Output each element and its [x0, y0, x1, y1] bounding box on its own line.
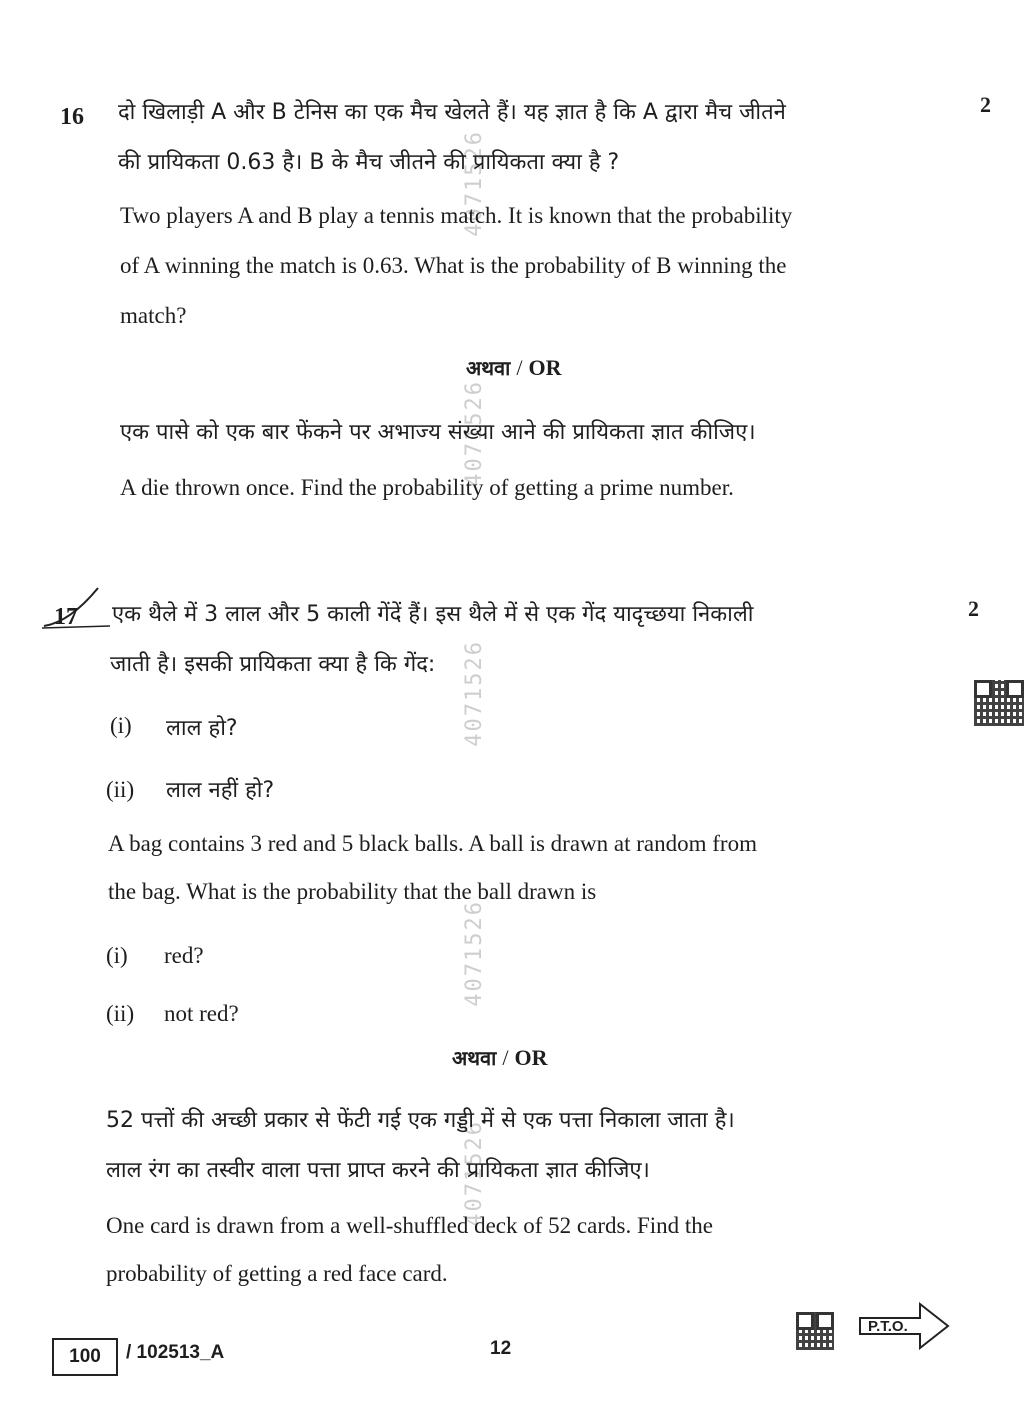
- q17-english-line-2: the bag. What is the probability that the ball drawn is: [108, 879, 597, 904]
- watermark-top: 4071526: [462, 130, 487, 237]
- q17-english-part-ii-label: (ii): [106, 1001, 135, 1026]
- q17-alt-english-line-2: probability of getting a red face card.: [106, 1261, 448, 1286]
- q17-english-part-i-label: (i): [106, 943, 128, 968]
- footer-paper-code: / 102513_A: [126, 1342, 225, 1363]
- q17-or-separator: /: [502, 1045, 509, 1070]
- footer-qr-code-icon: [796, 1312, 834, 1350]
- q17-hindi-part-ii-text: लाल नहीं हो?: [166, 778, 275, 803]
- q17-hindi-line-1: एक थैले में 3 लाल और 5 काली गेंदें हैं। इस थैले में से एक गेंद यादृच्छया निकाली: [112, 602, 754, 627]
- q16-or-hindi: अथवा: [466, 356, 511, 380]
- side-qr-code-icon: [974, 680, 1024, 726]
- q16-or-separator: /: [516, 355, 523, 380]
- q17-hindi-part-ii-label: (ii): [106, 777, 135, 802]
- q17-or-english: OR: [514, 1045, 548, 1070]
- question-17-marks: 2: [968, 596, 979, 621]
- q17-or-hindi: अथवा: [452, 1046, 497, 1070]
- q17-alt-english-line-1: One card is drawn from a well-shuffled deck of 52 cards. Find the: [106, 1213, 713, 1238]
- q17-alt-hindi-line-2: लाल रंग का तस्वीर वाला पत्ता प्राप्त करने की प्रायिकता ज्ञात कीजिए।: [106, 1158, 650, 1183]
- q16-english-line-1: Two players A and B play a tennis match. It is known that the probability: [120, 203, 793, 228]
- q16-or-heading: [466, 354, 562, 381]
- question-16-marks: 2: [980, 92, 991, 117]
- question-17-tick-mark: [40, 582, 120, 632]
- watermark-foot: 4071526: [462, 1120, 487, 1227]
- q17-english-part-ii-text: not red?: [164, 1001, 239, 1026]
- q16-alt-hindi: एक पासे को एक बार फेंकने पर अभाज्य संख्या आने की प्रायिकता ज्ञात कीजिए।: [120, 420, 756, 445]
- q16-english-line-2: of A winning the match is 0.63. What is the probability of B winning the: [120, 253, 787, 278]
- q17-hindi-part-i-text: लाल हो?: [166, 716, 238, 741]
- question-17-number: 17: [54, 604, 78, 630]
- pto-label: P.T.O.: [868, 1318, 908, 1335]
- q16-alt-english: A die thrown once. Find the probability of getting a prime number.: [120, 475, 734, 500]
- q17-hindi-part-i-label: (i): [110, 713, 132, 738]
- footer-page-number: 12: [490, 1338, 512, 1359]
- watermark-lower: 4071526: [462, 640, 487, 747]
- q17-english-line-1: A bag contains 3 red and 5 black balls. A ball is drawn at random from: [108, 831, 757, 856]
- q16-or-english: OR: [528, 355, 562, 380]
- q17-english-part-i-text: red?: [164, 943, 204, 968]
- watermark-bottom: 4071526: [462, 900, 487, 1007]
- q16-hindi-line-1: दो खिलाड़ी A और B टेनिस का एक मैच खेलते हैं। यह ज्ञात है कि A द्वारा मैच जीतने: [118, 100, 786, 125]
- q16-english-line-3: match?: [120, 303, 187, 328]
- q16-hindi-line-2: की प्रायिकता 0.63 है। B के मैच जीतने की प्रायिकता क्या है ?: [118, 150, 620, 175]
- question-16-number: 16: [60, 104, 84, 130]
- watermark-mid: 4071526: [462, 380, 487, 487]
- q17-or-heading: [452, 1044, 548, 1071]
- footer-set-number: 100: [69, 1346, 101, 1367]
- footer-set-box: [52, 1338, 118, 1376]
- q17-alt-hindi-line-1: 52 पत्तों की अच्छी प्रकार से फेंटी गई एक गड्डी में से एक पत्ता निकाला जाता है।: [106, 1108, 735, 1133]
- q17-hindi-line-2: जाती है। इसकी प्रायिकता क्या है कि गेंद:: [110, 652, 436, 677]
